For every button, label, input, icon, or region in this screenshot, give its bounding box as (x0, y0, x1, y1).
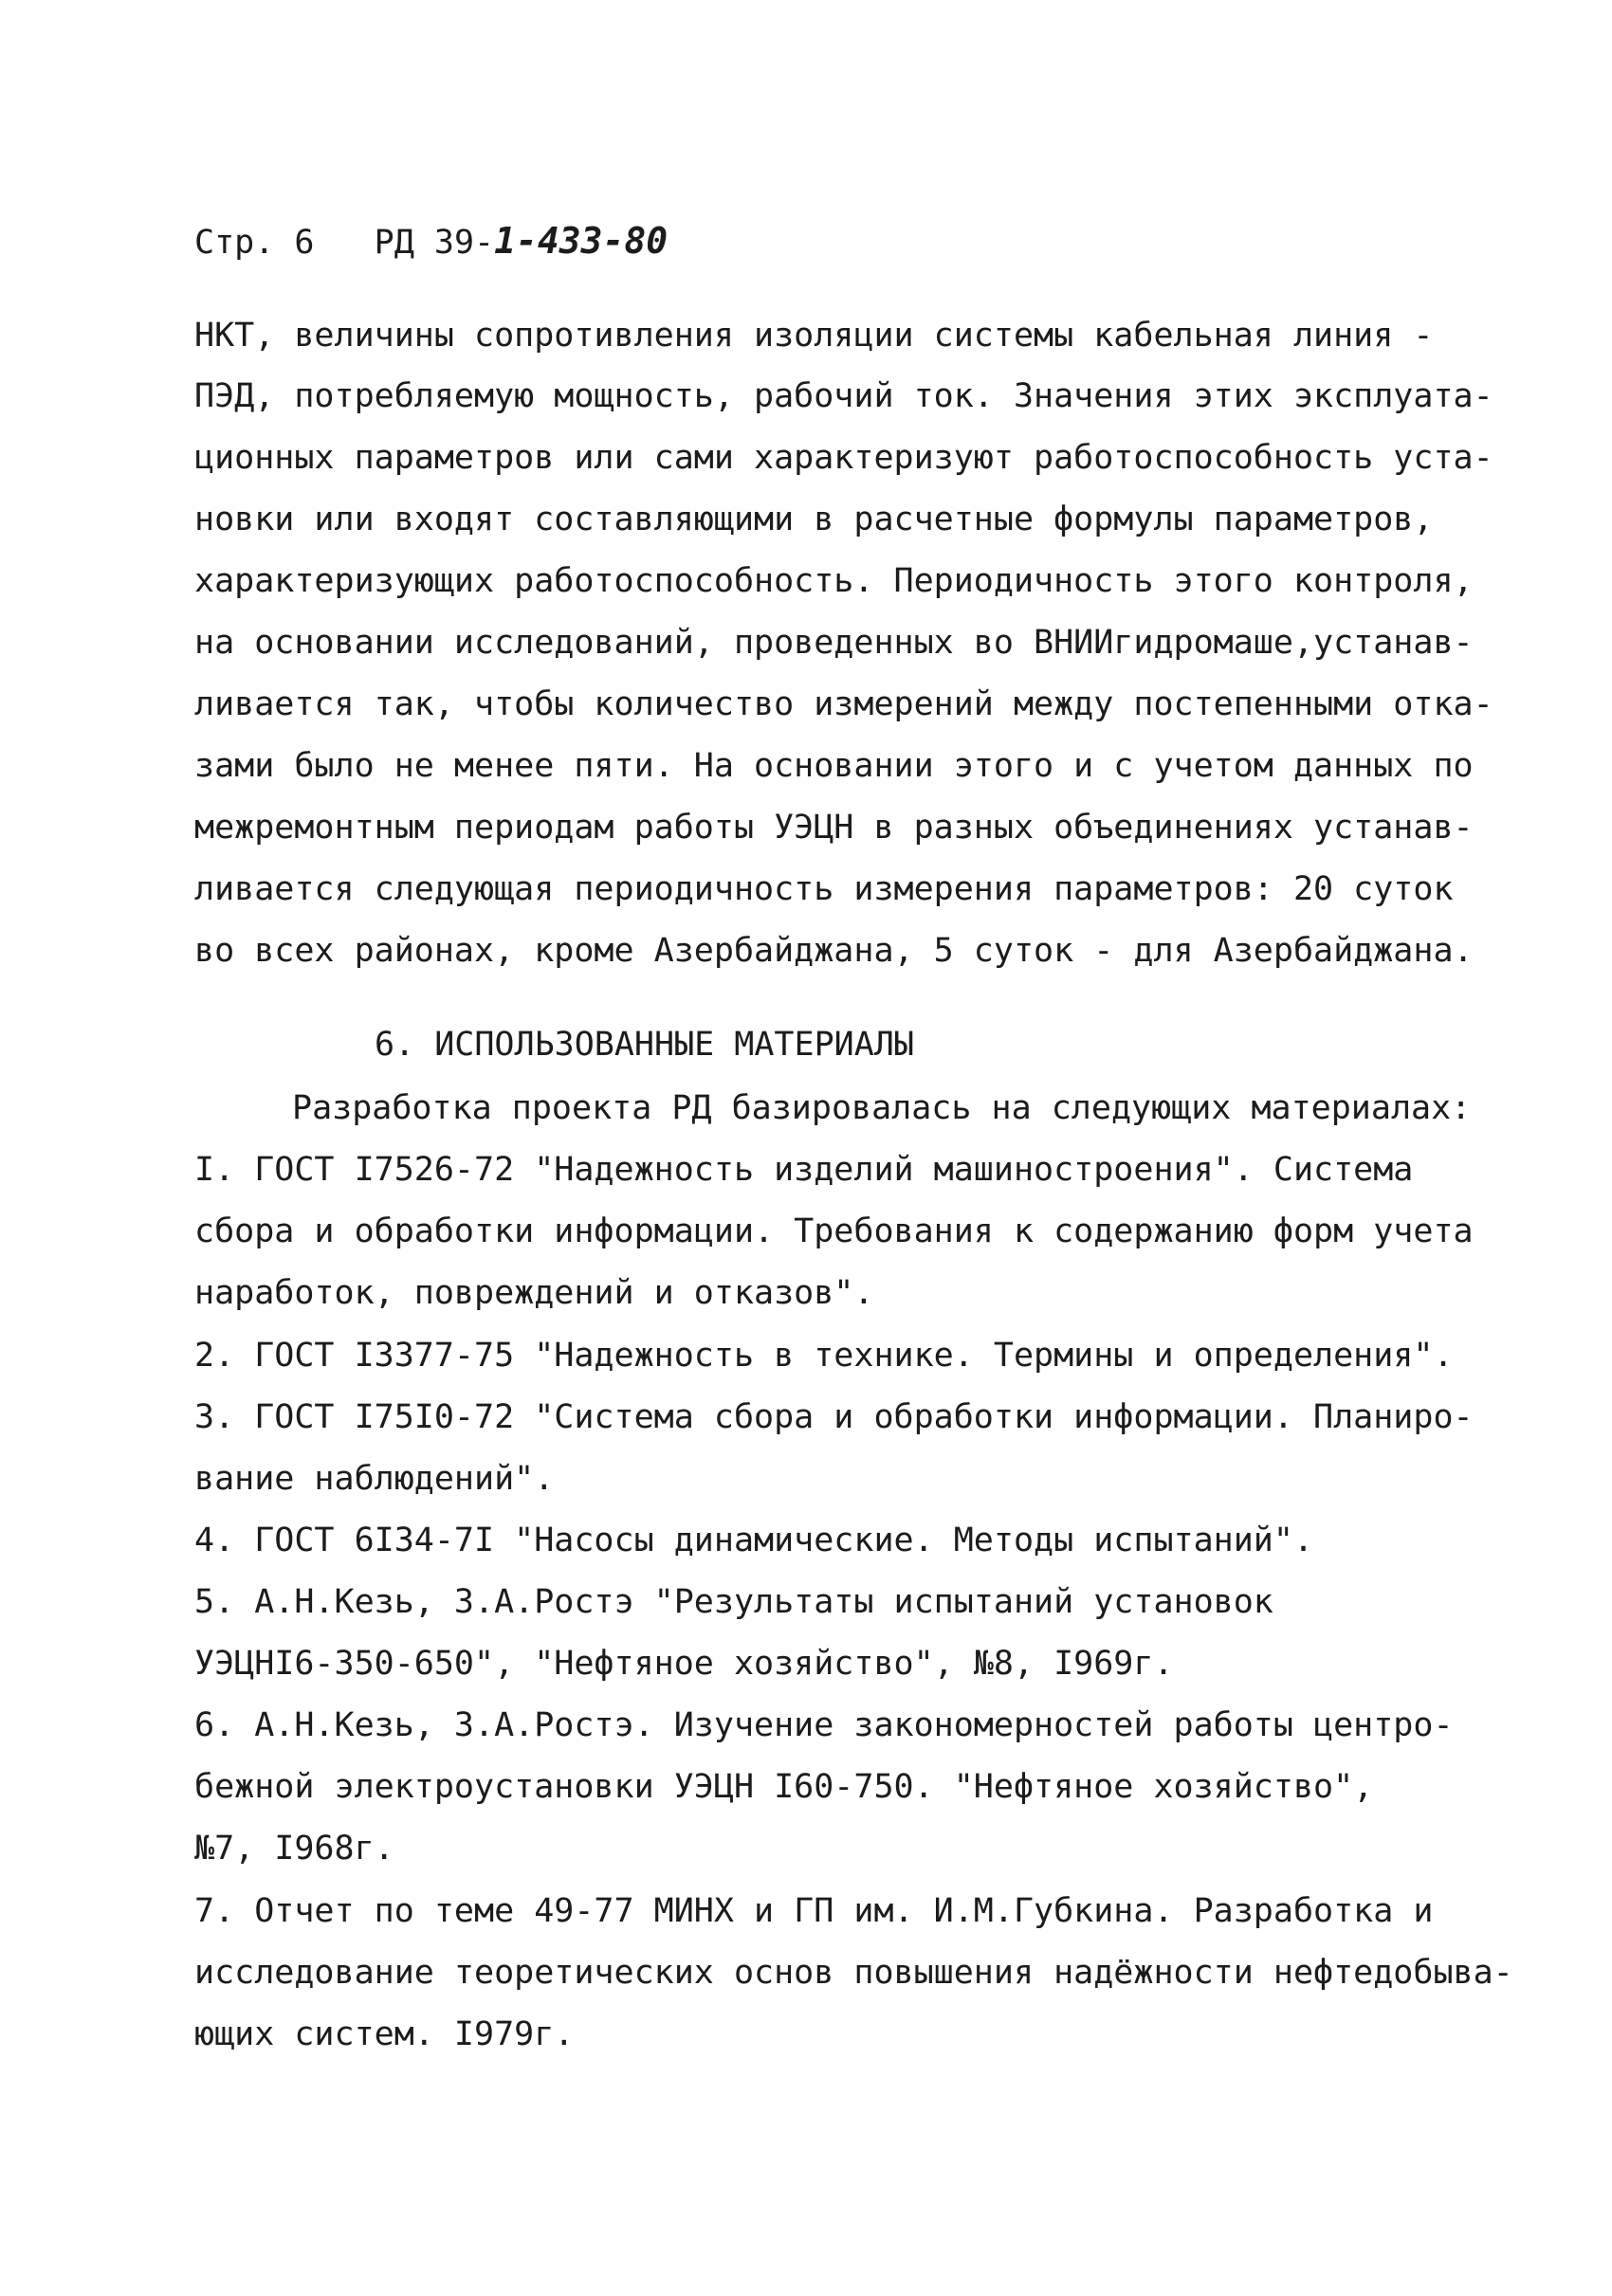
paragraph-line: ПЭД, потребляемую мощность, рабочий ток. Значения этих эксплуата- (194, 377, 1493, 415)
paragraph-line: ливается следующая периодичность измерения параметров: 20 суток (194, 870, 1454, 908)
reference-line: УЭЦНI6-350-650", "Нефтяное хозяйство", №8, I969г. (194, 1645, 1174, 1683)
paragraph-line: на основании исследований, проведенных во ВНИИгидромаше,устанав- (194, 624, 1474, 662)
reference-line: исследование теоретических основ повышения надёжности нефтедобыва- (194, 1954, 1513, 1992)
paragraph-line: ливается так, чтобы количество измерений между постепенными отка- (194, 685, 1493, 723)
paragraph-line: новки или входят составляющими в расчетные формулы параметров, (194, 501, 1434, 538)
reference-line: I. ГОСТ I7526-72 "Надежность изделий машиностроения". Система (194, 1151, 1414, 1189)
paragraph-line: межремонтным периодам работы УЭЦН в разных объединениях устанав- (194, 809, 1474, 847)
reference-line: 7. Отчет по теме 49-77 МИНХ и ГП им. И.М.Губкина. Разработка и (194, 1892, 1434, 1930)
reference-line: наработок, повреждений и отказов". (194, 1274, 874, 1312)
reference-line: бежной электроустановки УЭЦН I60-750. "Нефтяное хозяйство", (194, 1768, 1374, 1806)
paragraph-line: НКТ, величины сопротивления изоляции системы кабельная линия - (194, 317, 1434, 355)
reference-line: ющих систем. I979г. (194, 2015, 575, 2053)
reference-line: 5. А.Н.Кезь, З.А.Ростэ "Результаты испытаний установок (194, 1583, 1273, 1621)
paragraph-line: ционных параметров или сами характеризуют работоспособность уста- (194, 439, 1493, 477)
document-code-number: 1-433-80 (494, 220, 669, 262)
reference-line: 3. ГОСТ I75I0-72 "Система сбора и обработки информации. Планиро- (194, 1398, 1474, 1436)
paragraph-line: зами было не менее пяти. На основании этого и с учетом данных по (194, 747, 1474, 785)
paragraph-line: во всех районах, кроме Азербайджана, 5 суток - для Азербайджана. (194, 932, 1474, 970)
paragraph-line: характеризующих работоспособность. Периодичность этого контроля, (194, 562, 1474, 600)
reference-line: вание наблюдений". (194, 1460, 555, 1498)
page-header (194, 220, 668, 262)
reference-line: 6. А.Н.Кезь, З.А.Ростэ. Изучение закономерностей работы центро- (194, 1706, 1454, 1744)
section-intro: Разработка проекта РД базировалась на следующих материалах: (292, 1089, 1472, 1127)
reference-line: 2. ГОСТ I3377-75 "Надежность в технике. Термины и определения". (194, 1337, 1454, 1375)
document-code-prefix: РД 39- (374, 224, 495, 262)
reference-line: сбора и обработки информации. Требования к содержанию форм учета (194, 1212, 1474, 1250)
page-number-label: Стр. 6 (194, 224, 315, 262)
reference-line: 4. ГОСТ 6I34-7I "Насосы динамические. Методы испытаний". (194, 1522, 1314, 1559)
reference-line: №7, I968г. (194, 1830, 394, 1868)
section-heading: 6. ИСПОЛЬЗОВАННЫЕ МАТЕРИАЛЫ (375, 1026, 914, 1064)
